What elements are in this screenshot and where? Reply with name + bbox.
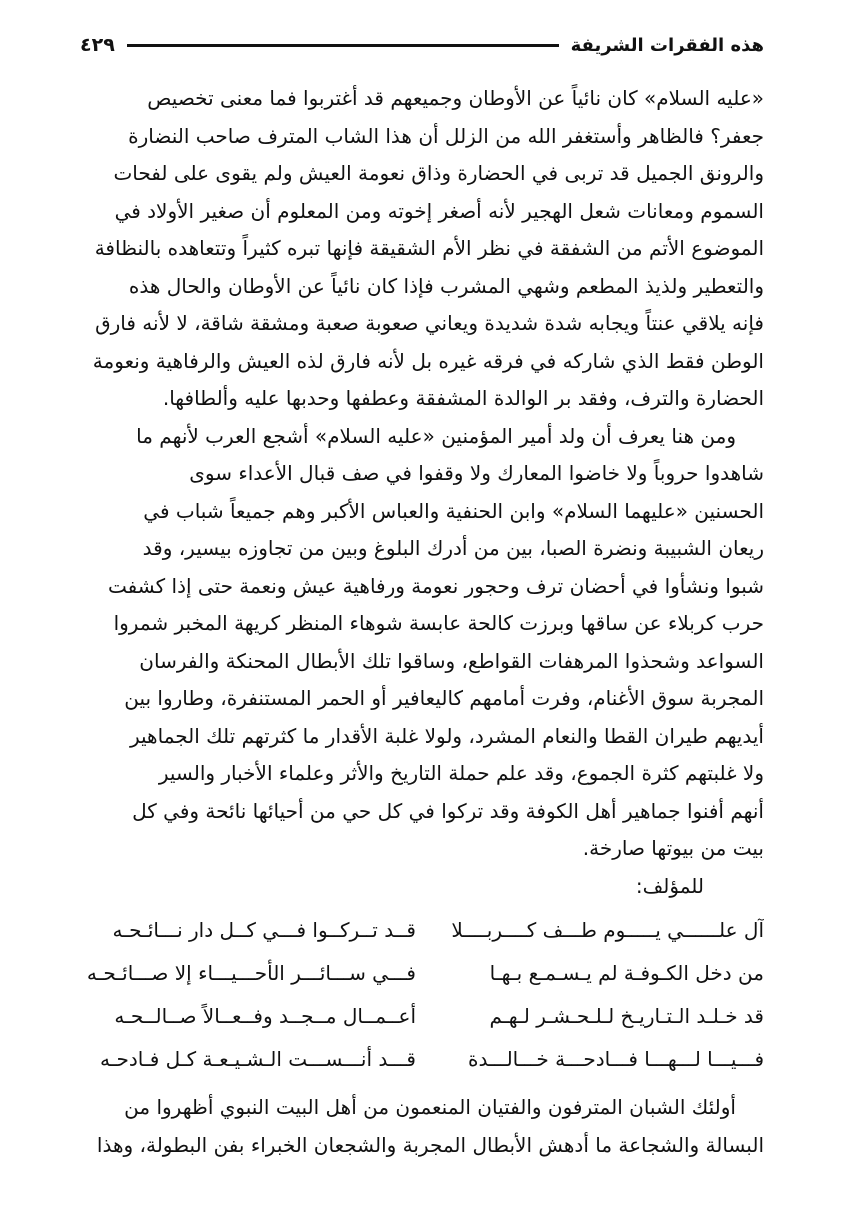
paragraph xyxy=(80,80,764,418)
running-header xyxy=(80,30,764,60)
text-line: بيت من بيوتها صارخة. xyxy=(582,836,764,860)
text-line: حرب كربلاء عن ساقها وبرزت كالحة عابسة شوهاء المنظر كريهة المخبر شمروا xyxy=(113,611,764,635)
text-line: السموم ومعانات شعل الهجير لأنه أصغر إخوته ومن المعلوم أن صغير الأولاد في xyxy=(114,198,764,223)
text-line: الموضوع الأتم من الشفقة في نظر الأم الشقيقة فإنها تبره كثيراً وتتعاهده بالنظافة xyxy=(94,236,764,260)
text-line: شبوا ونشأوا في أحضان ترف وحجور نعومة ورفاهية عيش ونعمة حتى إذا كشفت xyxy=(108,573,764,598)
verse-second-hemistich: أعــمــال مــجــد وفــعــالاً صــالــحـه xyxy=(114,1004,416,1028)
verse-first-hemistich: قد خـلـد الـتـاريـخ لـلـحـشـر لـهـم xyxy=(489,1004,764,1028)
body-text xyxy=(80,80,764,1164)
poem-verse xyxy=(80,1038,764,1081)
verse-first-hemistich: من دخل الكـوفـة لم يـسـمـع بـهـا xyxy=(489,961,764,985)
poem-attribution: للمؤلف: xyxy=(635,873,704,898)
text-line: ومن هنا يعرف أن ولد أمير المؤمنين «عليه السلام» أشجع العرب لأنهم ما xyxy=(136,423,736,448)
text-line: السواعد وشحذوا المرهفات القواطع، وساقوا تلك الأبطال المحنكة والفرسان xyxy=(139,648,764,673)
poem-verse xyxy=(80,995,764,1038)
verse-second-hemistich: قــد تــركــوا فـــي كــل دار نـــائـحـه xyxy=(112,918,416,942)
text-line: البسالة والشجاعة ما أدهش الأبطال المجربة والشجعان الخبراء بفن البطولة، وهذا xyxy=(96,1132,764,1157)
poem xyxy=(80,909,764,1081)
text-line: جعفر؟ فالظاهر وأستغفر الله من الزلل أن هذا الشاب المترف صاحب النضارة xyxy=(128,123,764,148)
poem-verse xyxy=(80,952,764,995)
text-line: «عليه السلام» كان نائياً عن الأوطان وجميعهم قد أغتربوا فما معنى تخصيص xyxy=(147,86,764,110)
text-line: الوطن فقط الذي شاركه في فرقه غيره بل لأنه فارق لذه العيش والرفاهية ونعومة xyxy=(92,348,764,373)
text-line: والتعطير ولذيذ المطعم وشهي المشرب فإذا كان نائياً عن الأوطان والحال هذه xyxy=(128,273,764,298)
text-line: ريعان الشبيبة ونضرة الصبا، بين من أدرك البلوغ وبين من تجاوزه بيسير، وقد xyxy=(142,536,764,560)
text-line: الحسنين «عليهما السلام» وابن الحنفية والعباس الأكبر وهم جميعاً شباب في xyxy=(143,498,764,523)
text-line: أنهم أفنوا جماهير أهل الكوفة وقد تركوا في كل حي من أحيائها نائحة وفي كل xyxy=(132,798,764,823)
text-line: أيديهم طيران القطا والنعام المشرد، ولولا غلبة الأقدار ما كثرتهم تلك الجماهير xyxy=(129,723,764,748)
text-line: فإنه يلاقي عنتاً ويجابه شدة شديدة ويعاني صعوبة صعبة ومشقة شاقة، لا لأنه فارق xyxy=(95,311,764,335)
text-line: ولا غلبتهم كثرة الجموع، وقد علم حملة التاريخ والأثر وعلماء الأخبار والسير xyxy=(158,761,764,785)
paragraph xyxy=(80,1089,764,1164)
verse-first-hemistich: فـــيـــا لـــهـــا فـــادحـــة خـــالـــدة xyxy=(468,1047,764,1071)
text-line: والرونق الجميل قد تربى في الحضارة وذاق نعومة العيش ولم يقوى على لفحات xyxy=(113,161,764,185)
page-number: ٤٢٩ xyxy=(80,34,115,56)
text-line: أولئك الشبان المترفون والفتيان المنعمون من أهل البيت النبوي أظهروا من xyxy=(124,1095,736,1119)
verse-second-hemistich: قـــد أنـــســـت الـشـيـعـة كـل فـادحـه xyxy=(99,1047,416,1071)
running-header-title: هذه الفقرات الشريفة xyxy=(570,34,764,56)
text-line: شاهدوا حروباً ولا خاضوا المعارك ولا وقفوا في صف قبال الأعداء سوى xyxy=(189,461,764,485)
text-line: المجربة سوق الأغنام، وفرت أمامهم كاليعافير أو الحمر المستنفرة، وطاروا بين xyxy=(124,686,764,710)
verse-second-hemistich: فـــي ســـائـــر الأحـــيـــاء إلا صـــائـحـه xyxy=(86,961,416,985)
paragraph xyxy=(80,418,764,868)
text-line: الحضارة والترف، وفقد بر الوالدة المشفقة وعطفها وحدبها عليه وألطافها. xyxy=(162,386,764,410)
poem-verse xyxy=(80,909,764,952)
header-rule xyxy=(127,44,559,47)
verse-first-hemistich: آل علــــــي يـــــوم طـــف كــــربــــلا xyxy=(451,918,764,942)
